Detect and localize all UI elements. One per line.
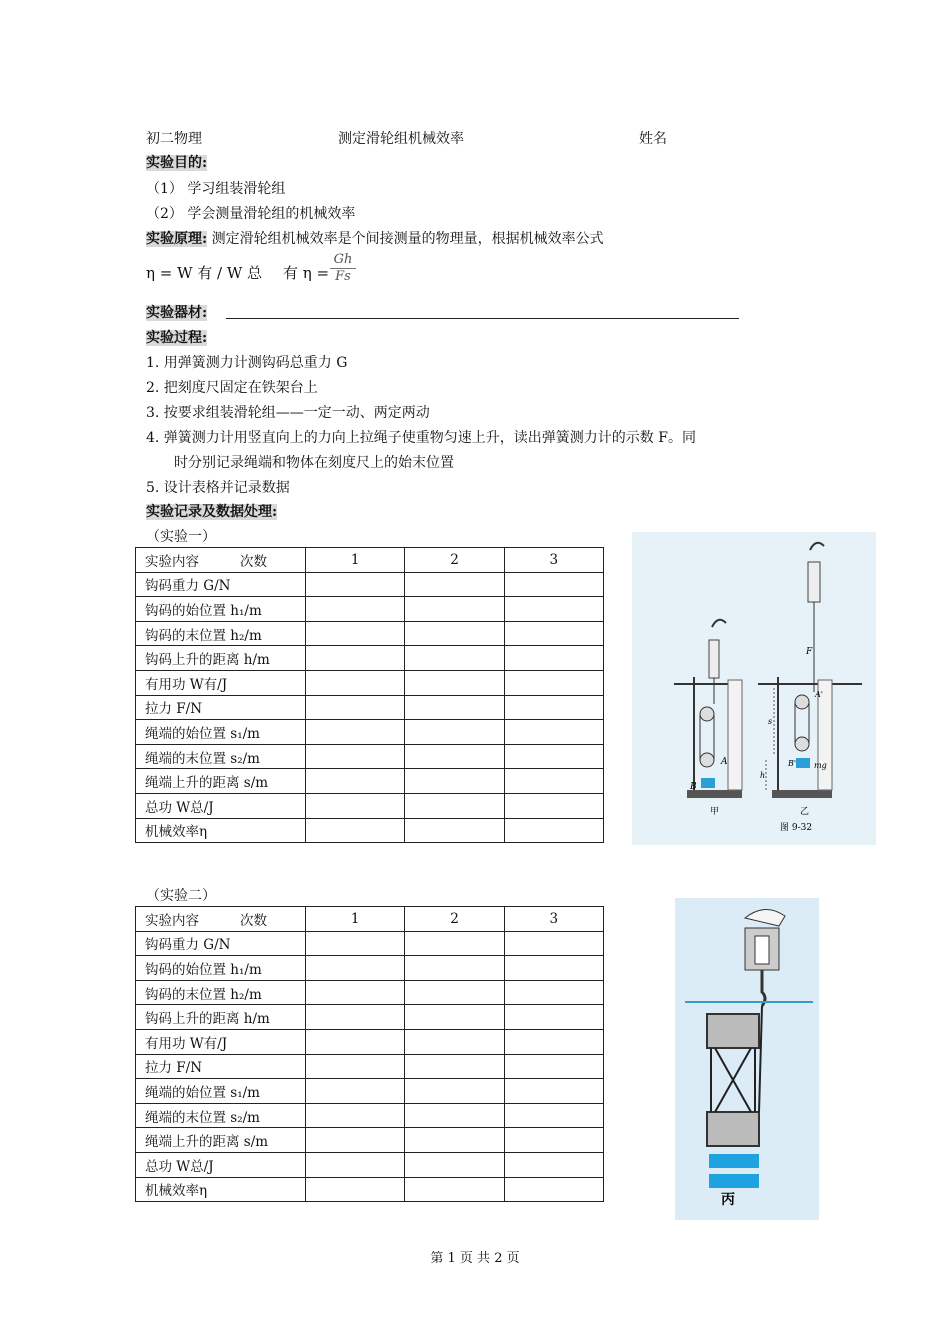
data-cell[interactable] <box>306 1103 405 1128</box>
data-cell[interactable] <box>306 793 405 818</box>
right-weight <box>796 758 810 768</box>
purpose-heading: 实验目的: <box>146 155 208 171</box>
weight-2 <box>709 1174 759 1188</box>
header-content-label: 实验内容 <box>145 912 199 929</box>
data-cell[interactable] <box>405 621 504 646</box>
table-row <box>136 818 604 843</box>
formula-fraction <box>330 252 356 285</box>
experiment-2-table <box>135 906 604 1202</box>
right-fixed-pulley <box>795 695 809 709</box>
table-row <box>136 1128 604 1153</box>
data-cell[interactable] <box>405 1177 504 1202</box>
left-ruler <box>728 680 742 790</box>
table-row <box>136 1177 604 1202</box>
right-spring-scale <box>808 562 820 602</box>
row-label: 绳端的始位置 s₁/m <box>136 720 306 745</box>
purpose-item-1: （1） 学习组装滑轮组 <box>146 181 286 197</box>
data-cell[interactable] <box>306 621 405 646</box>
data-cell[interactable] <box>504 818 603 843</box>
table-row <box>136 744 604 769</box>
row-label: 钩码的始位置 h₁/m <box>136 597 306 622</box>
data-cell[interactable] <box>504 597 603 622</box>
data-cell[interactable] <box>306 597 405 622</box>
label-b-prime: B' <box>788 759 797 768</box>
table-row <box>136 793 604 818</box>
table-row <box>136 1029 604 1054</box>
data-cell[interactable] <box>405 572 504 597</box>
table-header-row <box>136 548 604 573</box>
data-cell[interactable] <box>306 572 405 597</box>
formula-denominator: Fs <box>335 269 351 284</box>
principle-text: 测定滑轮组机械效率是个间接测量的物理量，根据机械效率公式 <box>211 231 604 247</box>
procedure-step-3: 3. 按要求组装滑轮组——一定一动、两定两动 <box>146 405 430 421</box>
table-row <box>136 1103 604 1128</box>
row-label: 总功 W总/J <box>136 793 306 818</box>
table-row <box>136 931 604 956</box>
right-base <box>772 790 832 798</box>
data-cell[interactable] <box>504 1152 603 1177</box>
data-cell[interactable] <box>405 1029 504 1054</box>
data-cell[interactable] <box>405 1079 504 1104</box>
principle-heading: 实验原理: <box>146 231 208 247</box>
label-yi: 乙 <box>800 807 810 817</box>
data-cell[interactable] <box>306 956 405 981</box>
table-row <box>136 695 604 720</box>
data-cell[interactable] <box>504 1079 603 1104</box>
data-cell[interactable] <box>504 646 603 671</box>
label-b: B <box>690 782 697 792</box>
row-label: 钩码上升的距离 h/m <box>136 646 306 671</box>
trial-header-1: 1 <box>306 548 405 573</box>
data-cell[interactable] <box>306 931 405 956</box>
data-cell[interactable] <box>504 1128 603 1153</box>
figure-2-svg <box>675 898 819 1220</box>
scale-face <box>755 936 769 964</box>
records-heading: 实验记录及数据处理: <box>146 504 278 520</box>
formula-mid: 有 η = <box>283 264 330 282</box>
table-row <box>136 956 604 981</box>
table-row <box>136 720 604 745</box>
procedure-step-5: 5. 设计表格并记录数据 <box>146 480 290 496</box>
data-cell[interactable] <box>306 1128 405 1153</box>
data-cell[interactable] <box>405 931 504 956</box>
experiment-1-title: （实验一） <box>146 529 216 545</box>
formula-numerator: Gh <box>330 252 356 269</box>
data-cell[interactable] <box>306 1177 405 1202</box>
data-cell[interactable] <box>504 695 603 720</box>
header-cell-content <box>136 548 306 573</box>
data-cell[interactable] <box>405 980 504 1005</box>
row-label: 拉力 F/N <box>136 695 306 720</box>
data-cell[interactable] <box>306 695 405 720</box>
row-label: 绳端的末位置 s₂/m <box>136 744 306 769</box>
table-header-row <box>136 907 604 932</box>
trial-header-1: 1 <box>306 907 405 932</box>
procedure-step-2: 2. 把刻度尺固定在铁架台上 <box>146 380 318 396</box>
figure-1-svg <box>632 532 876 845</box>
subject-label: 初二物理 <box>146 131 202 147</box>
data-cell[interactable] <box>504 572 603 597</box>
name-label: 姓名 <box>639 131 667 147</box>
row-label: 绳端的末位置 s₂/m <box>136 1103 306 1128</box>
label-a: A <box>721 757 728 767</box>
experiment-1-table <box>135 547 604 843</box>
data-cell[interactable] <box>405 818 504 843</box>
row-label: 绳端上升的距离 s/m <box>136 1128 306 1153</box>
weight-1 <box>709 1154 759 1168</box>
trial-header-2: 2 <box>405 907 504 932</box>
table-row <box>136 572 604 597</box>
data-cell[interactable] <box>306 744 405 769</box>
data-cell[interactable] <box>504 980 603 1005</box>
row-label: 绳端的始位置 s₁/m <box>136 1079 306 1104</box>
left-moving-pulley <box>700 753 714 767</box>
page-title: 测定滑轮组机械效率 <box>338 131 464 147</box>
procedure-step-1: 1. 用弹簧测力计测钩码总重力 G <box>146 355 348 371</box>
left-fixed-pulley <box>700 707 714 721</box>
purpose-item-2: （2） 学会测量滑轮组的机械效率 <box>146 206 356 222</box>
data-cell[interactable] <box>504 769 603 794</box>
procedure-step-4-cont: 时分别记录绳端和物体在刻度尺上的始末位置 <box>174 455 454 471</box>
right-moving-pulley <box>795 737 809 751</box>
label-h: h <box>760 771 766 780</box>
table-row <box>136 1005 604 1030</box>
left-weight <box>701 778 715 788</box>
row-label: 有用功 W有/J <box>136 1029 306 1054</box>
data-cell[interactable] <box>504 744 603 769</box>
data-cell[interactable] <box>306 720 405 745</box>
data-cell[interactable] <box>306 1029 405 1054</box>
table-row <box>136 1054 604 1079</box>
label-f: F <box>806 647 813 657</box>
table-row <box>136 1152 604 1177</box>
row-label: 钩码上升的距离 h/m <box>136 1005 306 1030</box>
data-cell[interactable] <box>405 695 504 720</box>
equipment-heading: 实验器材: <box>146 305 208 321</box>
data-cell[interactable] <box>504 1054 603 1079</box>
formula-prefix: η = W 有 / W 总 <box>146 264 263 282</box>
figure-pulley-setups <box>632 532 876 845</box>
experiment-2-title: （实验二） <box>146 888 216 904</box>
label-mg: mg <box>814 761 827 770</box>
row-label: 钩码重力 G/N <box>136 572 306 597</box>
data-cell[interactable] <box>504 621 603 646</box>
data-cell[interactable] <box>306 1152 405 1177</box>
row-label: 钩码的末位置 h₂/m <box>136 621 306 646</box>
data-cell[interactable] <box>306 1054 405 1079</box>
table-row <box>136 769 604 794</box>
table-row <box>136 1079 604 1104</box>
data-cell[interactable] <box>504 1029 603 1054</box>
row-label: 绳端上升的距离 s/m <box>136 769 306 794</box>
header-cell-content <box>136 907 306 932</box>
figure-1-bg <box>632 532 876 845</box>
table-row <box>136 670 604 695</box>
table-row <box>136 980 604 1005</box>
row-label: 机械效率η <box>136 1177 306 1202</box>
data-cell[interactable] <box>504 956 603 981</box>
page-number: 第 1 页 共 2 页 <box>430 1251 520 1266</box>
data-cell[interactable] <box>306 670 405 695</box>
data-cell[interactable] <box>306 818 405 843</box>
row-label: 钩码的末位置 h₂/m <box>136 980 306 1005</box>
procedure-heading: 实验过程: <box>146 330 208 346</box>
moving-pulley-block <box>707 1112 759 1146</box>
data-cell[interactable] <box>306 980 405 1005</box>
figure-two-fixed-two-moving <box>675 898 819 1220</box>
data-cell[interactable] <box>306 646 405 671</box>
row-label: 机械效率η <box>136 818 306 843</box>
fixed-pulley-block <box>707 1014 759 1048</box>
data-cell[interactable] <box>405 646 504 671</box>
data-cell[interactable] <box>504 1005 603 1030</box>
equipment-blank-line <box>226 318 739 319</box>
trial-header-2: 2 <box>405 548 504 573</box>
data-cell[interactable] <box>306 1005 405 1030</box>
header-trials-label: 次数 <box>240 553 267 570</box>
data-cell[interactable] <box>504 720 603 745</box>
data-cell[interactable] <box>405 1128 504 1153</box>
row-label: 总功 W总/J <box>136 1152 306 1177</box>
data-cell[interactable] <box>405 670 504 695</box>
figure-1-caption: 图 9-32 <box>780 823 813 833</box>
trial-header-3: 3 <box>504 548 603 573</box>
data-cell[interactable] <box>405 1005 504 1030</box>
procedure-step-4: 4. 弹簧测力计用竖直向上的力向上拉绳子使重物匀速上升，读出弹簧测力计的示数 F。同 <box>146 430 696 446</box>
label-s: s <box>768 717 773 726</box>
data-cell[interactable] <box>405 744 504 769</box>
data-cell[interactable] <box>504 793 603 818</box>
label-a-prime: A' <box>815 690 823 699</box>
data-cell[interactable] <box>405 1054 504 1079</box>
row-label: 钩码重力 G/N <box>136 931 306 956</box>
data-cell[interactable] <box>405 793 504 818</box>
data-cell[interactable] <box>504 931 603 956</box>
table-row <box>136 646 604 671</box>
row-label: 有用功 W有/J <box>136 670 306 695</box>
table-row <box>136 621 604 646</box>
data-cell[interactable] <box>504 670 603 695</box>
data-cell[interactable] <box>405 597 504 622</box>
header-content-label: 实验内容 <box>145 553 199 570</box>
left-spring-scale <box>709 640 719 678</box>
data-cell[interactable] <box>306 1079 405 1104</box>
data-cell[interactable] <box>405 720 504 745</box>
header-trials-label: 次数 <box>240 912 267 929</box>
row-label: 拉力 F/N <box>136 1054 306 1079</box>
data-cell[interactable] <box>405 1103 504 1128</box>
data-cell[interactable] <box>405 769 504 794</box>
data-cell[interactable] <box>405 1152 504 1177</box>
data-cell[interactable] <box>306 769 405 794</box>
data-cell[interactable] <box>504 1177 603 1202</box>
table-row <box>136 597 604 622</box>
trial-header-3: 3 <box>504 907 603 932</box>
label-jia: 甲 <box>710 807 720 817</box>
data-cell[interactable] <box>504 1103 603 1128</box>
row-label: 钩码的始位置 h₁/m <box>136 956 306 981</box>
data-cell[interactable] <box>405 956 504 981</box>
figure-2-label: 丙 <box>721 1192 735 1208</box>
